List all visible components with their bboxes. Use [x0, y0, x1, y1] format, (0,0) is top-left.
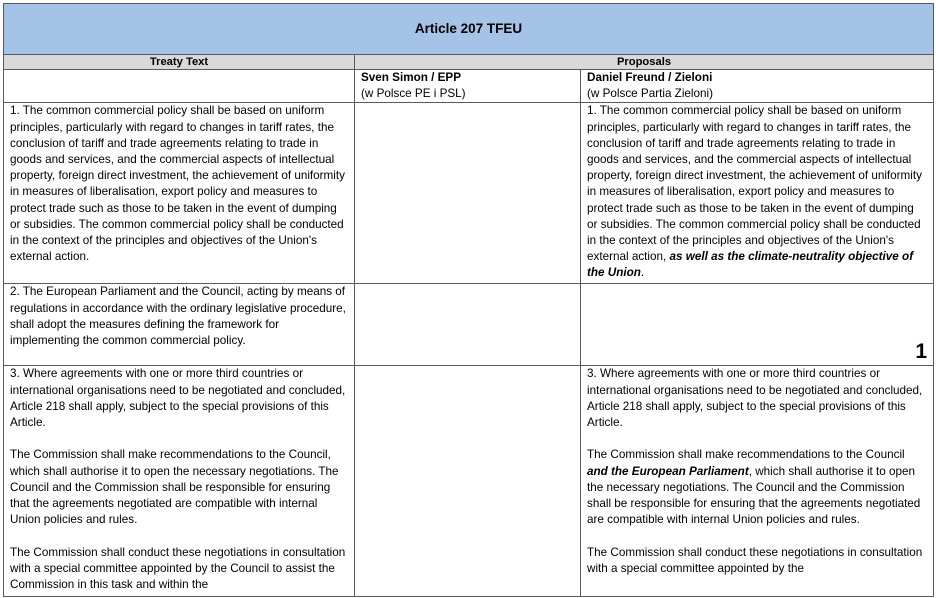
- comparison-table: [3, 3, 934, 597]
- treaty-paragraph: The Commission shall conduct these negotiations in consultation with a special committee appointed by the Council to assist the Commission in this task and within the: [10, 545, 346, 592]
- table-row: [4, 284, 934, 366]
- freund-proposal-cell: [581, 366, 934, 597]
- header-proposals: Proposals: [355, 55, 934, 70]
- treaty-paragraph: 1. The common commercial policy shall be based on uniform principles, particularly with regard to changes in tariff rates, the conclusion of tariff and trade agreements relating to trade in goods and services, and the commercial aspects of intellectual property, foreign direct investment, the achievement of uniformity in measures of liberalisation, export policy and measures to protect trade such as those to be taken in the event of dumping or subsidies. The common commercial policy shall be conducted in the context of the principles and objectives of the Union's external action.: [10, 104, 345, 264]
- author-name: Sven Simon / EPP: [361, 71, 462, 84]
- treaty-paragraph: 2. The European Parliament and the Council, acting by means of regulations in accordance with the ordinary legislative procedure, shall adopt the measures defining the framework for implementing the common commercial policy.: [10, 285, 346, 348]
- author-cell-sven: [355, 70, 581, 103]
- table-row: [4, 103, 934, 284]
- table-title: Article 207 TFEU: [4, 4, 934, 55]
- treaty-paragraph: 3. Where agreements with one or more third countries or international organisations need to be negotiated and concluded, Article 218 shall apply, subject to the special provisions of this Article.: [10, 367, 346, 430]
- table-row: [4, 366, 934, 597]
- treaty-cell: [4, 366, 355, 597]
- proposal-text-end: .: [640, 266, 645, 280]
- treaty-paragraph: The Commission shall make recommendations to the Council, which shall authorise it to open the necessary negotiations. The Council and the Commission shall be responsible for ensuring that the agreements negotiated are compatible with internal Union policies and rules.: [10, 448, 339, 527]
- sven-proposal-cell: [355, 366, 581, 597]
- proposal-text: 1. The common commercial policy shall be based on uniform principles, particularly with regard to changes in tariff rates, the conclusion of tariff and trade agreements relating to trade in goods and services, and the commercial aspects of intellectual property, foreign direct investment, the achievement of uniformity in measures of liberalisation, export policy and measures to protect trade such as those to be taken in the event of dumping or subsidies. The common commercial policy shall be conducted in the context of the principles and objectives of the Union's external action,: [587, 104, 922, 264]
- freund-proposal-paragraph: [587, 103, 927, 281]
- sven-proposal-cell: [355, 284, 581, 366]
- proposal-text: The Commission shall make recommendations to the Council: [587, 448, 905, 462]
- page-number: 1: [915, 340, 928, 364]
- freund-proposal-paragraph: 3. Where agreements with one or more third countries or international organisations need to be negotiated and concluded, Article 218 shall apply, subject to the special provisions of this Article.: [587, 367, 923, 430]
- freund-proposal-cell: [581, 284, 934, 366]
- author-cell-empty: [4, 70, 355, 103]
- author-note: (w Polsce Partia Zieloni): [587, 87, 714, 101]
- freund-proposal-paragraph: The Commission shall conduct these negotiations in consultation with a special committee appointed by the: [587, 545, 923, 575]
- freund-proposal-paragraph: [587, 447, 927, 528]
- proposal-text: , which shall authorise it to open the necessary negotiations. The Council and the Commission shall be responsible for ensuring that the agreements negotiated are compatible with internal Union policies and rules.: [587, 464, 921, 527]
- author-name: Daniel Freund / Zieloni: [587, 71, 713, 84]
- sven-proposal-cell: [355, 103, 581, 284]
- proposal-amendment: as well as the climate-neutrality objective of the Union: [587, 250, 914, 280]
- authors-row: [4, 70, 934, 103]
- proposal-amendment: and the European Parliament: [587, 464, 749, 478]
- treaty-cell: [4, 103, 355, 284]
- freund-proposal-cell: [581, 103, 934, 284]
- author-cell-freund: [581, 70, 934, 103]
- author-note: (w Polsce PE i PSL): [361, 87, 466, 101]
- treaty-cell: [4, 284, 355, 366]
- header-treaty-text: Treaty Text: [4, 55, 355, 70]
